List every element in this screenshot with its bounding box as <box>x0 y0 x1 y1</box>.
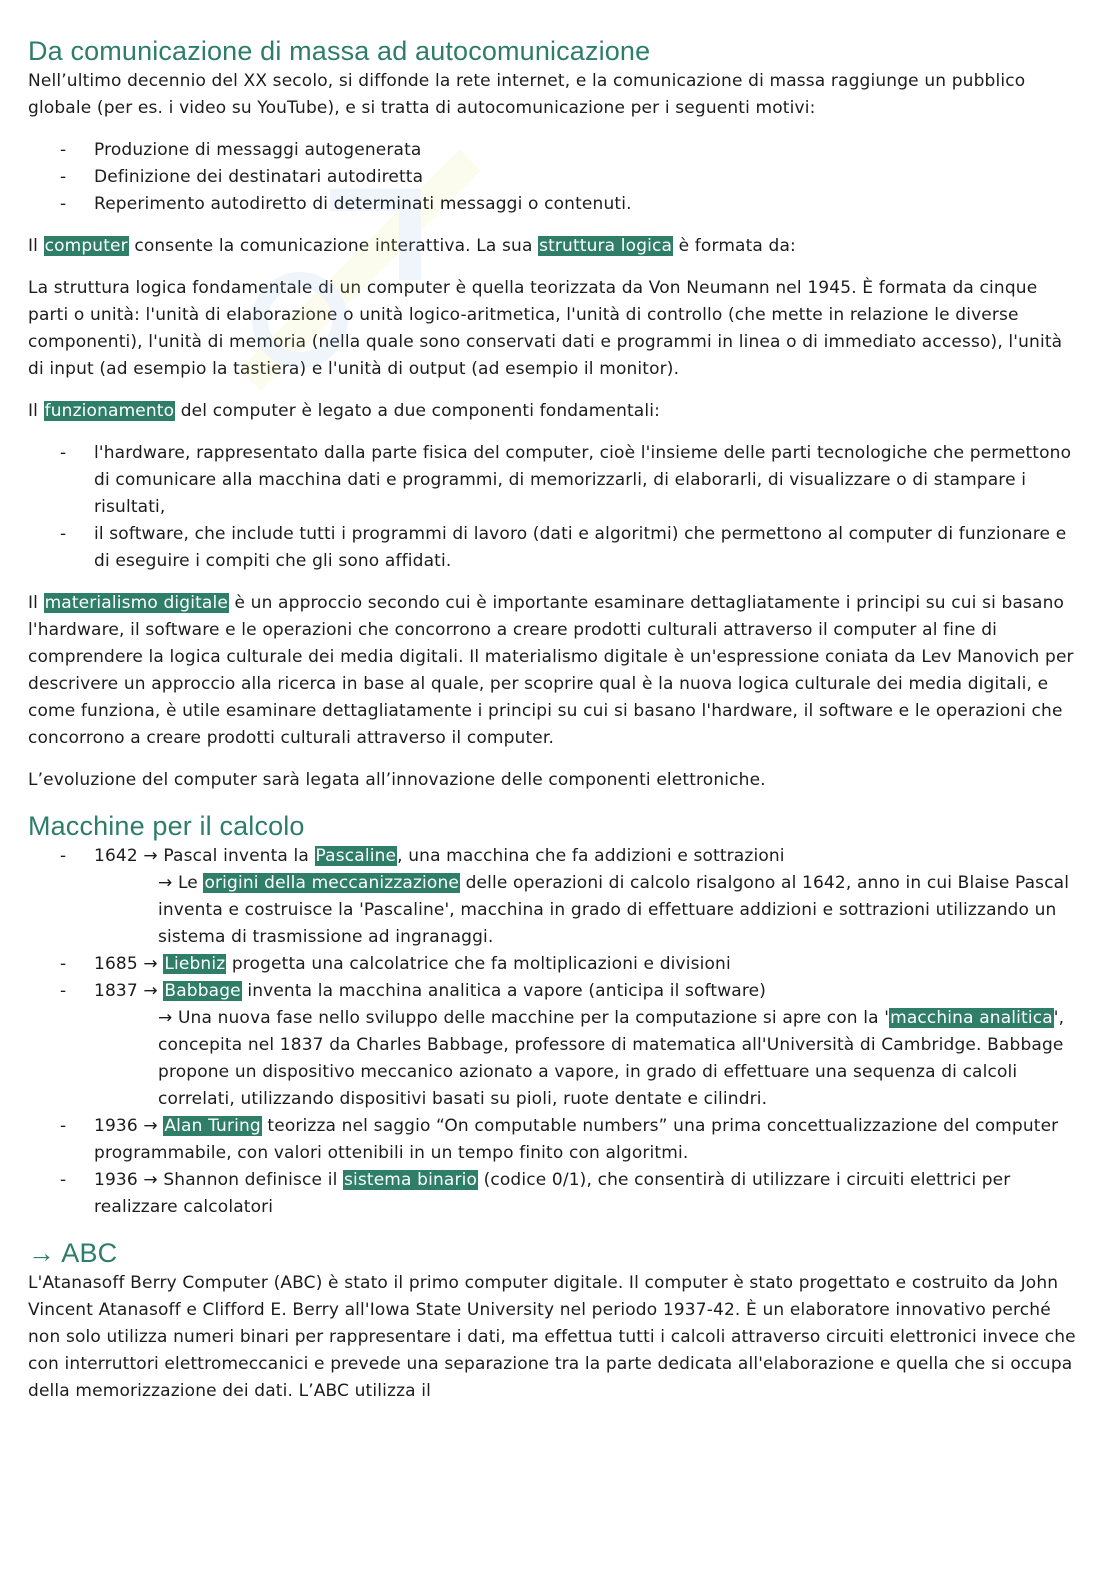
highlight-origini: origini della meccanizzazione <box>204 873 460 893</box>
computer-paragraph <box>28 233 1076 260</box>
list-item: - Definizione dei destinatari autodiretta <box>28 164 1076 191</box>
text-run: progetta una calcolatrice che fa moltiplicazioni e divisioni <box>226 954 731 974</box>
struttura-paragraph: La struttura logica fondamentale di un computer è quella teorizzata da Von Neumann nel 1945. È formata da cinque parti o unità: l'unità di elaborazione o unità logico-aritmetica, l'unità di controllo (che mette in relazione le diverse componenti), l'unità di memoria (nella quale sono conservati dati e programmi in linea o di immediato accesso), l'unità di input (ad esempio la tastiera) e l'unità di output (ad esempio il monitor). <box>28 278 1063 379</box>
highlight-pascaline: Pascaline <box>315 846 397 866</box>
text-run: → Una nuova fase nello sviluppo delle macchine per la computazione si apre con la ' <box>158 1008 890 1028</box>
text-run: 1642 → Pascal inventa la <box>94 846 315 866</box>
highlight-struttura-logica: struttura logica <box>539 236 673 256</box>
text-run: 1936 → <box>94 1116 164 1136</box>
text-run: delle operazioni di calcolo risalgono al 1642, anno in cui Blaise Pascal inventa e costruisce la 'Pascaline', macchina in grado di effettuare addizioni e sottrazioni utilizzando un sistema di trasmissione ad ingranaggi. <box>158 873 1070 947</box>
timeline-list <box>28 843 1076 1221</box>
timeline-item <box>28 843 1076 951</box>
highlight-materialismo-digitale: materialismo digitale <box>44 593 228 613</box>
text-run: Il <box>28 593 44 613</box>
section-heading-autocomunicazione: Da comunicazione di massa ad autocomunicazione <box>28 36 651 66</box>
text-run: → Le <box>158 873 204 893</box>
highlight-funzionamento: funzionamento <box>44 401 175 421</box>
list-item: - l'hardware, rappresentato dalla parte fisica del computer, cioè l'insieme delle parti tecnologiche che permettono di comunicare alla macchina dati e programmi, di memorizzarli, di elaborarli, di visualizzare o di stampare i risultati, <box>28 440 1076 521</box>
section-heading-macchine: Macchine per il calcolo <box>28 811 305 841</box>
highlight-liebniz: Liebniz <box>164 954 226 974</box>
motives-list <box>28 137 1076 218</box>
funzionamento-paragraph <box>28 398 1076 425</box>
highlight-babbage: Babbage <box>164 981 241 1001</box>
materialismo-paragraph <box>28 590 1076 752</box>
text-run: è un approccio secondo cui è importante esaminare dettagliatamente i principi su cui si basano l'hardware, il software e le operazioni che concorrono a creare prodotti culturali attraverso il computer al fine di comprendere la logica culturale dei media digitali. Il materialismo digitale è un'espressione coniata da Lev Manovich per descrivere un approccio alla ricerca in base al quale, per scoprire qual è la nuova logica culturale dei media digitali, e come funziona, è utile esaminare dettagliatamente i principi su cui si basano l'hardware, il software e le operazioni che concorrono a creare prodotti culturali attraverso il computer. <box>28 593 1074 748</box>
timeline-item <box>28 1167 1076 1221</box>
text-run: inventa la macchina analitica a vapore (anticipa il software) <box>241 981 767 1001</box>
text-run: 1685 → <box>94 954 164 974</box>
text-run: 1837 → <box>94 981 164 1001</box>
timeline-subnote <box>94 1005 1076 1113</box>
text-run: ', concepita nel 1837 da Charles Babbage, professore di matematica all'Università di Cambridge. Babbage propone un dispositivo meccanico azionato a vapore, in grado di effettuare una sequenza di calcoli correlati, utilizzando dispositivi basati su pioli, ruote dentate e cilindri. <box>158 1008 1065 1109</box>
abc-paragraph: L'Atanasoff Berry Computer (ABC) è stato il primo computer digitale. Il computer è stato progettato e costruito da John Vincent Atanasoff e Clifford E. Berry all'Iowa State University nel periodo 1937-42. È un elaboratore innovativo perché non solo utilizza numeri binari per rappresentare i dati, ma effettua tutti i calcoli attraverso circuiti elettronici invece che con interruttori elettromeccanici e prevede una separazione tra la parte dedicata all'elaborazione e quella che si occupa della memorizzazione dei dati. L’ABC utilizza il <box>28 1273 1076 1401</box>
highlight-computer: computer <box>44 236 128 256</box>
text-run: del computer è legato a due componenti fondamentali: <box>175 401 661 421</box>
list-item: - Produzione di messaggi autogenerata <box>28 137 1076 164</box>
highlight-macchina-analitica: macchina analitica <box>890 1008 1053 1028</box>
evoluzione-paragraph: L’evoluzione del computer sarà legata all’innovazione delle componenti elettroniche. <box>28 770 766 790</box>
text-run: , una macchina che fa addizioni e sottrazioni <box>397 846 785 866</box>
text-run: è formata da: <box>673 236 796 256</box>
text-run: Il <box>28 236 44 256</box>
components-list <box>28 440 1076 575</box>
list-item: - Reperimento autodiretto di determinati messaggi o contenuti. <box>28 191 1076 218</box>
timeline-item <box>28 1113 1076 1167</box>
timeline-item <box>28 951 1076 978</box>
text-run: 1936 → Shannon definisce il <box>94 1170 343 1190</box>
section-heading-abc: → ABC <box>28 1238 118 1268</box>
text-run: (codice 0/1), che consentirà di utilizzare i circuiti elettrici per realizzare calcolatori <box>94 1170 1011 1217</box>
text-run: Il <box>28 401 44 421</box>
timeline-item <box>28 978 1076 1113</box>
highlight-sistema-binario: sistema binario <box>344 1170 478 1190</box>
timeline-subnote <box>94 870 1076 951</box>
text-run: consente la comunicazione interattiva. La sua <box>128 236 539 256</box>
intro-paragraph: Nell’ultimo decennio del XX secolo, si diffonde la rete internet, e la comunicazione di massa raggiunge un pubblico globale (per es. i video su YouTube), e si tratta di autocomunicazione per i seguenti motivi: <box>28 71 1026 118</box>
list-item: - il software, che include tutti i programmi di lavoro (dati e algoritmi) che permettono al computer di funzionare e di eseguire i compiti che gli sono affidati. <box>28 521 1076 575</box>
text-run: teorizza nel saggio “On computable numbers” una prima concettualizzazione del computer programmabile, con valori ottenibili in un tempo finito con algoritmi. <box>94 1116 1059 1163</box>
highlight-alan-turing: Alan Turing <box>164 1116 261 1136</box>
